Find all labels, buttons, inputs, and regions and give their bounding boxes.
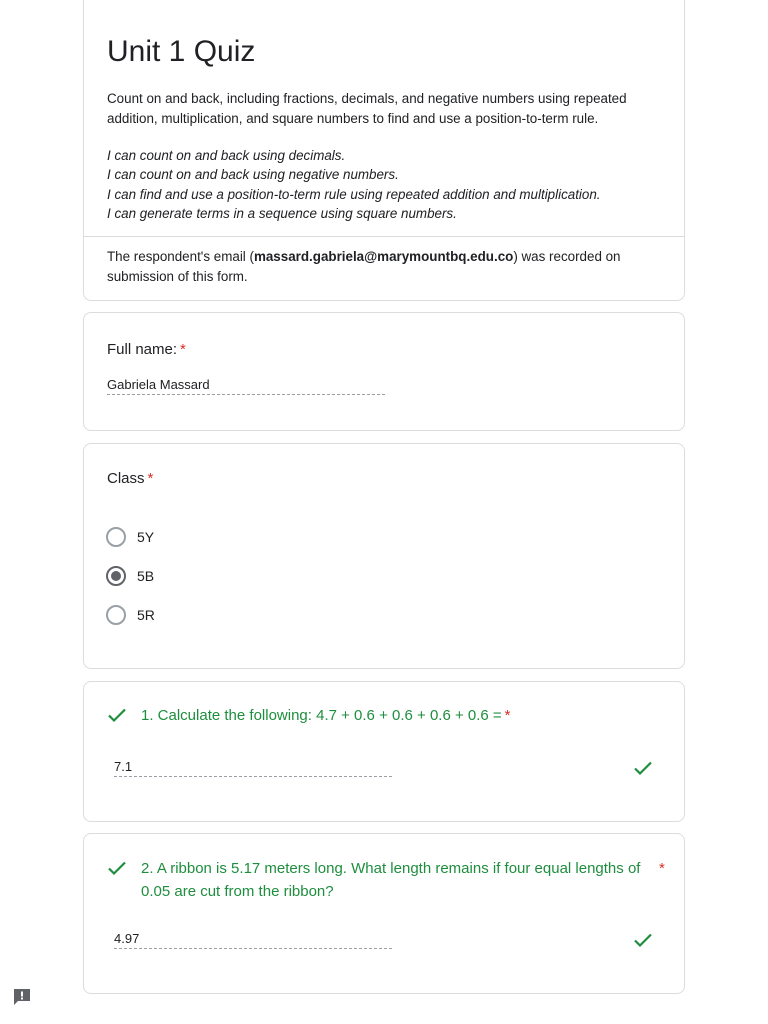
radio-button[interactable] bbox=[106, 605, 126, 625]
question-2-card bbox=[83, 833, 685, 994]
form-title: Unit 1 Quiz bbox=[107, 35, 256, 68]
class-option-5b[interactable] bbox=[106, 566, 154, 586]
full-name-label-text: Full name: bbox=[107, 341, 178, 358]
question-2-title bbox=[107, 857, 665, 903]
question-2-answer: 4.97 bbox=[114, 931, 392, 949]
required-mark: * bbox=[180, 341, 186, 358]
goal-item: I can generate terms in a sequence using square numbers. bbox=[107, 206, 457, 222]
email-note-suffix: ) was recorded on submission of this form. bbox=[107, 249, 621, 284]
check-icon bbox=[107, 860, 127, 876]
required-mark: * bbox=[504, 707, 511, 724]
goal-item: I can find and use a position-to-term rule using repeated addition and multiplication. bbox=[107, 186, 601, 202]
class-option-5r[interactable] bbox=[106, 605, 155, 625]
option-label: 5B bbox=[137, 568, 155, 584]
class-label bbox=[107, 470, 153, 487]
form-description: Count on and back, including fractions, decimals, and negative numbers using repeated addition, multiplication, and square numbers to find and use a position-to-term rule. bbox=[107, 91, 627, 126]
learning-goals bbox=[107, 146, 667, 224]
header-divider bbox=[84, 236, 684, 237]
radio-button-selected[interactable] bbox=[106, 566, 126, 586]
report-icon[interactable] bbox=[12, 987, 32, 1007]
question-2-text: 2. A ribbon is 5.17 meters long. What length remains if four equal lengths of 0.05 are cut from the ribbon? bbox=[141, 860, 641, 900]
radio-button[interactable] bbox=[106, 527, 126, 547]
question-1-label: 1. Calculate the following: 4.7 + 0.6 + 0.6 + 0.6 + 0.6 = bbox=[141, 707, 502, 724]
goal-item: I can count on and back using negative numbers. bbox=[107, 167, 399, 183]
goal-item: I can count on and back using decimals. bbox=[107, 148, 346, 163]
required-mark: * bbox=[659, 860, 665, 877]
required-mark: * bbox=[147, 470, 154, 487]
check-icon bbox=[107, 707, 127, 723]
question-1-card bbox=[83, 681, 685, 822]
class-label-text: Class bbox=[107, 470, 145, 487]
question-1-title bbox=[107, 704, 651, 727]
full-name-card bbox=[83, 312, 685, 431]
full-name-label bbox=[107, 341, 186, 358]
check-icon bbox=[633, 760, 653, 776]
option-label: 5R bbox=[137, 607, 155, 623]
option-label: 5Y bbox=[137, 529, 155, 545]
email-recorded-note bbox=[107, 247, 667, 287]
class-option-5y[interactable] bbox=[106, 527, 154, 547]
respondent-email: massard.gabriela@marymountbq.edu.co bbox=[253, 249, 514, 264]
form-header-card bbox=[83, 0, 685, 301]
question-1-text bbox=[141, 704, 651, 727]
check-icon bbox=[633, 932, 653, 948]
email-note-prefix: The respondent's email ( bbox=[107, 249, 254, 264]
full-name-answer: Gabriela Massard bbox=[107, 377, 385, 395]
question-1-answer: 7.1 bbox=[114, 759, 392, 777]
class-card bbox=[83, 443, 685, 669]
